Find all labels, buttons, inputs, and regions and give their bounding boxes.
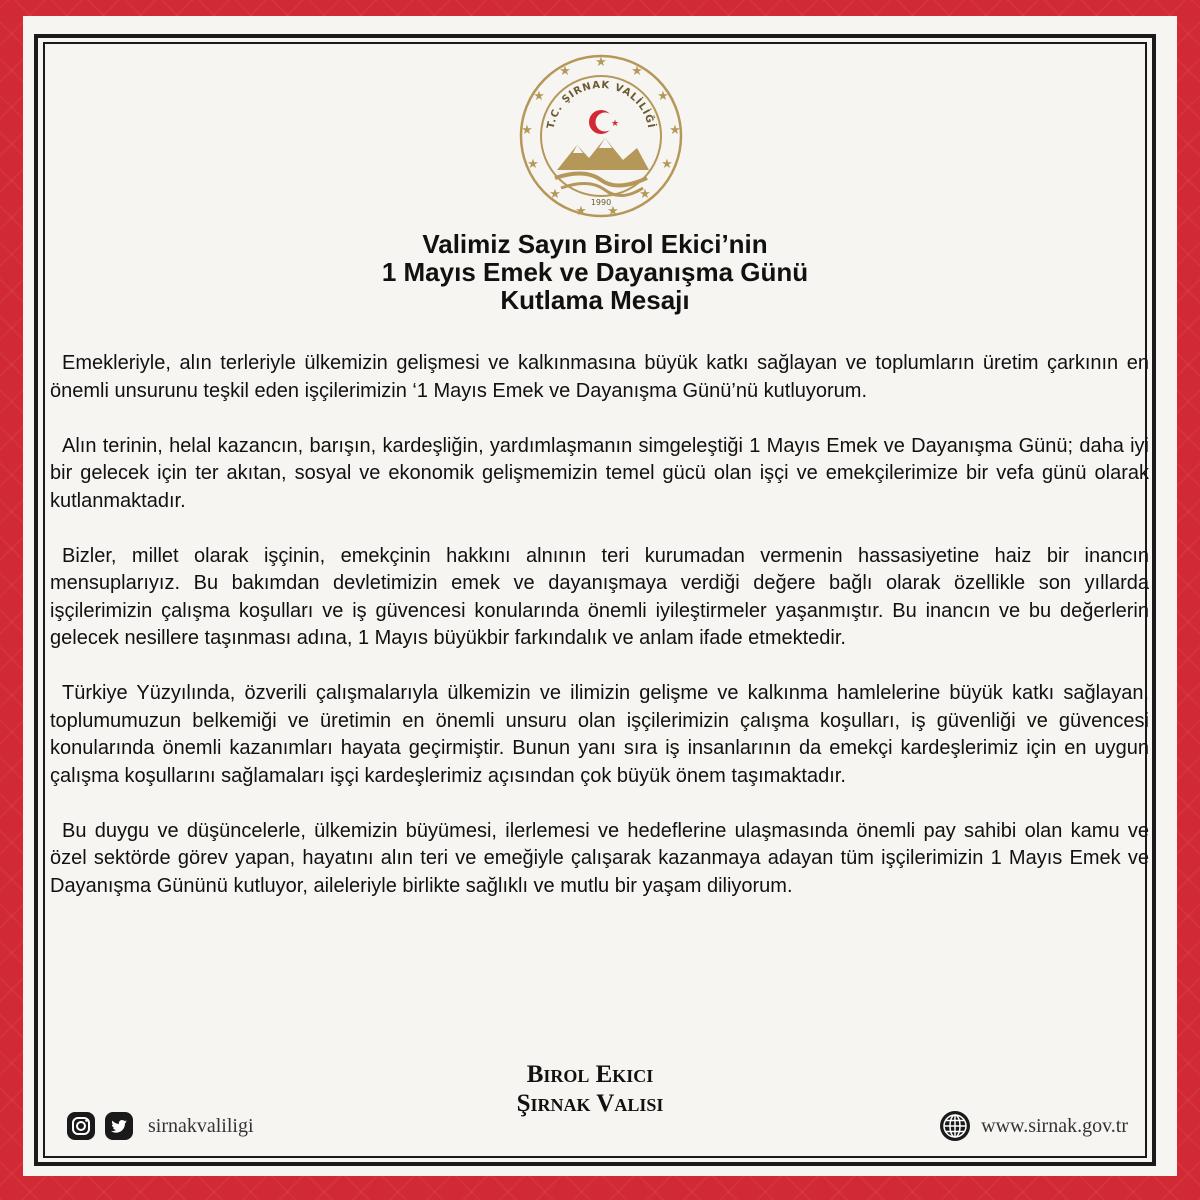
svg-text:★: ★ <box>657 89 669 104</box>
sirnak-governorship-seal <box>515 50 687 222</box>
svg-text:★: ★ <box>611 119 620 129</box>
title-line-1: Valimiz Sayın Birol Ekici’nin <box>422 229 768 259</box>
message-body <box>50 350 1149 928</box>
svg-text:★: ★ <box>639 187 651 202</box>
paragraph-3: Bizler, millet olarak işçinin, emekçinin hakkını alnının teri kurumadan vermenin hassasiyetine haiz bir inancın mensuplarıyız. Bu bakımdan devletimizin emek ve dayanışmaya verdiği değere bağlı olarak özellikle son yıllarda işçilerimizin çalışma koşulları ve iş güvencesi konularında önemli iyileştirmeler yaşanmıştır. Bu inancın ve bu değerlerin gelecek nesillere taşınması adına, 1 Mayıs büyükbir farkındalık ve anlam ifade etmektedir. <box>50 544 1149 649</box>
twitter-icon[interactable] <box>104 1111 134 1141</box>
seal-text: T.C. ŞIRNAK VALİLİĞİ <box>545 79 657 130</box>
paragraph-4: Türkiye Yüzyılında, özverili çalışmalarıyla ülkemizin ve ilimizin gelişme ve kalkınma hamlelerine büyük katkı sağlayan, toplumumuzun belkemiği ve üretimin en önemli unsuru olan işçilerimizin çalışma koşulları, iş güvenliği ve güvencesi konularında önemli kazanımları hayata geçirmiştir. Bunun yanı sıra iş insanlarının da emekçi kardeşlerimiz için en uygun çalışma koşullarını sağlamaları işçi kardeşlerimiz açısından çok büyük önem taşımaktadır. <box>50 682 1149 787</box>
website-footer <box>939 1108 1128 1144</box>
paragraph-5: Bu duygu ve düşüncelerle, ülkemizin büyümesi, ilerlemesi ve hedeflerine ulaşmasında önemli pay sahibi olan kamu ve özel sektörde görev yapan, hayatını alın teri ve emeğiyle çalışarak kazanmaya adayan tüm işçilerimizin 1 Mayıs Emek ve Dayanışma Gününü kutluyor, aileleriyle birlikte sağlıklı ve mutlu bir yaşam diliyorum. <box>50 819 1149 897</box>
seal-year: 1990 <box>590 198 612 207</box>
page-title <box>200 230 990 314</box>
svg-text:★: ★ <box>631 64 643 79</box>
svg-text:★: ★ <box>549 187 561 202</box>
signature-name: Birol Ekici <box>526 1061 654 1088</box>
svg-text:★: ★ <box>669 123 681 138</box>
social-footer <box>66 1110 254 1142</box>
svg-text:★: ★ <box>527 157 539 172</box>
title-line-2: 1 Mayıs Emek ve Dayanışma Günü <box>381 257 809 287</box>
signature-block <box>490 1060 690 1118</box>
svg-text:★: ★ <box>607 204 619 219</box>
svg-text:★: ★ <box>595 55 607 70</box>
paragraph-2: Alın terinin, helal kazancın, barışın, kardeşliğin, yardımlaşmanın simgeleştiği 1 Mayıs Emek ve Dayanışma Günü; daha iyi bir gelecek için ter akıtan, sosyal ve ekonomik gelişmemizin temel gücü olan işçi ve emekçilerimize bir vefa günü olarak kutlanmaktadır. <box>50 434 1149 512</box>
svg-text:★: ★ <box>559 64 571 79</box>
svg-text:★: ★ <box>661 157 673 172</box>
signature-position: Şırnak Valisi <box>516 1090 664 1117</box>
svg-text:★: ★ <box>533 89 545 104</box>
svg-text:★: ★ <box>575 204 587 219</box>
social-handle[interactable]: sirnakvaliligi <box>148 1114 254 1137</box>
title-line-3: Kutlama Mesajı <box>500 285 690 315</box>
svg-text:★: ★ <box>521 123 533 138</box>
website-url[interactable]: www.sirnak.gov.tr <box>981 1114 1128 1137</box>
paragraph-1: Emekleriyle, alın terleriyle ülkemizin gelişmesi ve kalkınmasına büyük katkı sağlayan ve toplumların üretim çarkının en önemli unsurunu teşkil eden işçilerimizin ‘1 Mayıs Emek ve Dayanışma Günü’nü kutluyorum. <box>50 352 1149 402</box>
instagram-icon[interactable] <box>66 1111 96 1141</box>
globe-icon <box>939 1110 971 1142</box>
